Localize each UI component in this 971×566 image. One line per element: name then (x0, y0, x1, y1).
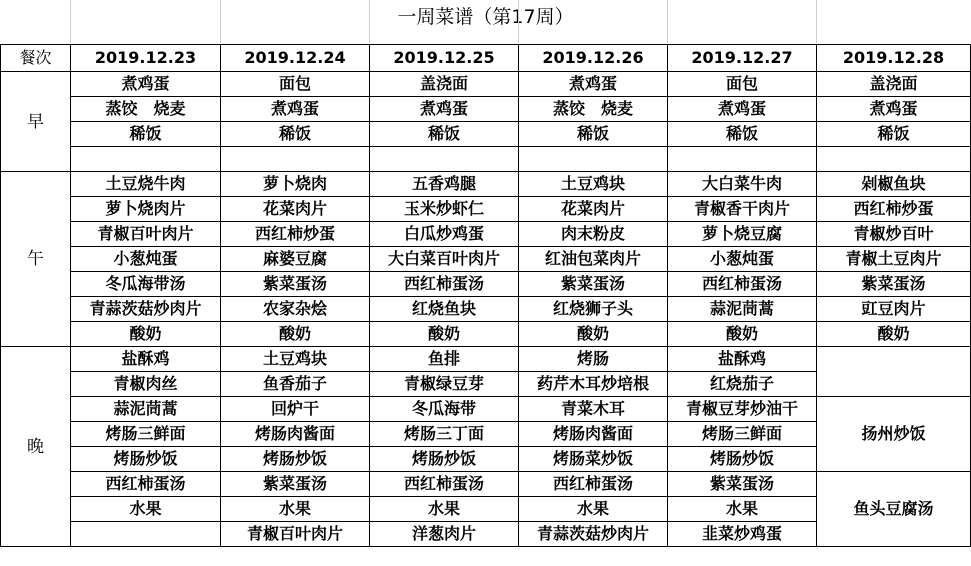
menu-cell[interactable]: 西红柿蛋汤 (668, 272, 817, 297)
menu-cell[interactable]: 鱼头豆腐汤 (817, 472, 971, 547)
menu-cell[interactable]: 烤肠 (519, 347, 668, 372)
menu-cell[interactable]: 红烧狮子头 (519, 297, 668, 322)
breakfast-row (1, 72, 971, 97)
menu-cell[interactable] (519, 147, 668, 172)
menu-cell[interactable]: 五香鸡腿 (370, 172, 519, 197)
menu-cell[interactable]: 青椒百叶肉片 (71, 222, 221, 247)
lunch-row (1, 272, 971, 297)
menu-cell[interactable]: 紫菜蛋汤 (519, 272, 668, 297)
menu-cell[interactable]: 豇豆肉片 (817, 297, 971, 322)
menu-cell[interactable]: 稀饭 (71, 122, 221, 147)
grid-line (70, 0, 71, 44)
dinner-label[interactable]: 晚 (1, 347, 71, 547)
menu-cell[interactable]: 稀饭 (370, 122, 519, 147)
menu-cell[interactable]: 酸奶 (668, 322, 817, 347)
menu-cell[interactable]: 红烧茄子 (668, 372, 817, 397)
menu-cell[interactable]: 肉末粉皮 (519, 222, 668, 247)
menu-cell[interactable]: 紫菜蛋汤 (221, 272, 370, 297)
dinner-row (1, 472, 971, 497)
menu-cell[interactable]: 青椒土豆肉片 (817, 247, 971, 272)
breakfast-row (1, 122, 971, 147)
menu-cell[interactable]: 煮鸡蛋 (817, 97, 971, 122)
menu-cell[interactable]: 萝卜烧肉 (221, 172, 370, 197)
lunch-row (1, 172, 971, 197)
menu-cell[interactable]: 西红柿蛋汤 (71, 472, 221, 497)
menu-cell[interactable]: 洋葱肉片 (370, 522, 519, 547)
menu-cell[interactable]: 稀饭 (668, 122, 817, 147)
lunch-row (1, 322, 971, 347)
menu-cell[interactable]: 药芹木耳炒培根 (519, 372, 668, 397)
header-row (1, 45, 971, 72)
menu-cell[interactable]: 青椒肉丝 (71, 372, 221, 397)
menu-cell[interactable]: 麻婆豆腐 (221, 247, 370, 272)
date-header[interactable]: 2019.12.27 (668, 45, 817, 72)
menu-title: 一周菜谱（第17周） (397, 6, 574, 28)
menu-cell[interactable] (370, 147, 519, 172)
menu-cell[interactable]: 冬瓜海带 (370, 397, 519, 422)
menu-cell[interactable]: 紫菜蛋汤 (221, 472, 370, 497)
menu-cell[interactable]: 水果 (221, 497, 370, 522)
menu-cell[interactable]: 稀饭 (519, 122, 668, 147)
menu-cell[interactable]: 煮鸡蛋 (71, 72, 221, 97)
menu-cell[interactable]: 烤肠菜炒饭 (519, 447, 668, 472)
menu-cell[interactable]: 盐酥鸡 (668, 347, 817, 372)
menu-cell[interactable]: 青椒炒百叶 (817, 222, 971, 247)
menu-cell[interactable]: 酸奶 (370, 322, 519, 347)
menu-cell-empty[interactable] (817, 347, 971, 397)
menu-cell[interactable] (71, 522, 221, 547)
lunch-row (1, 197, 971, 222)
menu-cell[interactable]: 稀饭 (817, 122, 971, 147)
menu-table (0, 44, 971, 547)
menu-cell[interactable]: 烤肠肉酱面 (519, 422, 668, 447)
date-header[interactable]: 2019.12.25 (370, 45, 519, 72)
menu-cell[interactable]: 鱼香茄子 (221, 372, 370, 397)
lunch-label[interactable]: 午 (1, 172, 71, 347)
menu-cell[interactable]: 烤肠炒饭 (221, 447, 370, 472)
menu-cell[interactable]: 剁椒鱼块 (817, 172, 971, 197)
menu-cell[interactable]: 水果 (519, 497, 668, 522)
menu-cell[interactable]: 青椒绿豆芽 (370, 372, 519, 397)
menu-cell[interactable]: 西红柿蛋汤 (370, 472, 519, 497)
menu-cell[interactable]: 蒜泥茼蒿 (71, 397, 221, 422)
menu-cell[interactable]: 西红柿蛋汤 (519, 472, 668, 497)
menu-cell[interactable]: 土豆鸡块 (519, 172, 668, 197)
menu-cell[interactable]: 煮鸡蛋 (370, 97, 519, 122)
menu-cell[interactable]: 扬州炒饭 (817, 397, 971, 472)
menu-cell[interactable]: 白瓜炒鸡蛋 (370, 222, 519, 247)
date-header[interactable]: 2019.12.28 (817, 45, 971, 72)
breakfast-label[interactable]: 早 (1, 72, 71, 172)
menu-cell[interactable]: 紫菜蛋汤 (817, 272, 971, 297)
menu-cell[interactable]: 蒸饺 烧麦 (519, 97, 668, 122)
menu-cell[interactable]: 红烧鱼块 (370, 297, 519, 322)
menu-cell[interactable]: 农家杂烩 (221, 297, 370, 322)
menu-cell[interactable]: 烤肠三丁面 (370, 422, 519, 447)
menu-cell[interactable]: 盖浇面 (817, 72, 971, 97)
menu-cell[interactable]: 烤肠三鲜面 (71, 422, 221, 447)
menu-cell[interactable] (71, 147, 221, 172)
menu-cell[interactable]: 韭菜炒鸡蛋 (668, 522, 817, 547)
menu-cell[interactable]: 稀饭 (221, 122, 370, 147)
menu-cell[interactable]: 土豆鸡块 (221, 347, 370, 372)
menu-cell[interactable]: 水果 (71, 497, 221, 522)
menu-cell[interactable]: 鱼排 (370, 347, 519, 372)
grid-line (369, 0, 370, 44)
menu-cell[interactable]: 酸奶 (519, 322, 668, 347)
dinner-row (1, 397, 971, 422)
menu-cell[interactable]: 蒸饺 烧麦 (71, 97, 221, 122)
menu-cell[interactable]: 煮鸡蛋 (519, 72, 668, 97)
menu-cell[interactable]: 青蒜茨菇炒肉片 (71, 297, 221, 322)
menu-cell[interactable]: 土豆烧牛肉 (71, 172, 221, 197)
menu-cell[interactable]: 大白菜牛肉 (668, 172, 817, 197)
menu-cell[interactable]: 面包 (221, 72, 370, 97)
menu-cell[interactable]: 青菜木耳 (519, 397, 668, 422)
menu-cell[interactable]: 烤肠炒饭 (71, 447, 221, 472)
grid-line (816, 0, 817, 44)
menu-cell[interactable]: 青蒜茨菇炒肉片 (519, 522, 668, 547)
menu-cell[interactable]: 水果 (370, 497, 519, 522)
menu-cell[interactable]: 冬瓜海带汤 (71, 272, 221, 297)
menu-cell[interactable]: 烤肠肉酱面 (221, 422, 370, 447)
menu-cell[interactable]: 面包 (668, 72, 817, 97)
breakfast-row (1, 147, 971, 172)
lunch-row (1, 297, 971, 322)
menu-cell[interactable]: 盐酥鸡 (71, 347, 221, 372)
grid-line (518, 0, 519, 44)
grid-line (220, 0, 221, 44)
meal-column-header[interactable]: 餐次 (1, 45, 71, 72)
menu-cell[interactable]: 煮鸡蛋 (668, 97, 817, 122)
menu-cell[interactable]: 青椒香干肉片 (668, 197, 817, 222)
date-header[interactable]: 2019.12.26 (519, 45, 668, 72)
menu-cell[interactable]: 花菜肉片 (221, 197, 370, 222)
menu-cell[interactable]: 青椒豆芽炒油干 (668, 397, 817, 422)
menu-cell[interactable]: 玉米炒虾仁 (370, 197, 519, 222)
menu-cell[interactable]: 大白菜百叶肉片 (370, 247, 519, 272)
menu-cell[interactable]: 紫菜蛋汤 (668, 472, 817, 497)
menu-cell[interactable]: 西红柿蛋汤 (370, 272, 519, 297)
menu-cell[interactable]: 水果 (668, 497, 817, 522)
menu-cell[interactable]: 青椒百叶肉片 (221, 522, 370, 547)
menu-cell[interactable]: 酸奶 (817, 322, 971, 347)
menu-cell[interactable]: 萝卜烧豆腐 (668, 222, 817, 247)
menu-cell[interactable]: 酸奶 (71, 322, 221, 347)
lunch-row (1, 247, 971, 272)
menu-cell[interactable]: 蒜泥茼蒿 (668, 297, 817, 322)
menu-cell[interactable]: 酸奶 (221, 322, 370, 347)
menu-cell[interactable]: 花菜肉片 (519, 197, 668, 222)
date-header[interactable]: 2019.12.24 (221, 45, 370, 72)
date-header[interactable]: 2019.12.23 (71, 45, 221, 72)
menu-cell[interactable]: 西红柿炒蛋 (221, 222, 370, 247)
menu-cell[interactable] (817, 147, 971, 172)
menu-cell[interactable] (221, 147, 370, 172)
menu-cell[interactable]: 小葱炖蛋 (668, 247, 817, 272)
menu-cell[interactable]: 煮鸡蛋 (221, 97, 370, 122)
menu-cell[interactable]: 西红柿炒蛋 (817, 197, 971, 222)
menu-cell[interactable]: 烤肠三鲜面 (668, 422, 817, 447)
menu-cell[interactable]: 回炉干 (221, 397, 370, 422)
menu-cell[interactable]: 红油包菜肉片 (519, 247, 668, 272)
grid-line (667, 0, 668, 44)
menu-cell[interactable]: 烤肠炒饭 (370, 447, 519, 472)
menu-cell[interactable]: 萝卜烧肉片 (71, 197, 221, 222)
menu-cell[interactable] (668, 147, 817, 172)
breakfast-row (1, 97, 971, 122)
menu-cell[interactable]: 小葱炖蛋 (71, 247, 221, 272)
lunch-row (1, 222, 971, 247)
dinner-row (1, 347, 971, 372)
menu-cell[interactable]: 烤肠炒饭 (668, 447, 817, 472)
menu-cell[interactable]: 盖浇面 (370, 72, 519, 97)
